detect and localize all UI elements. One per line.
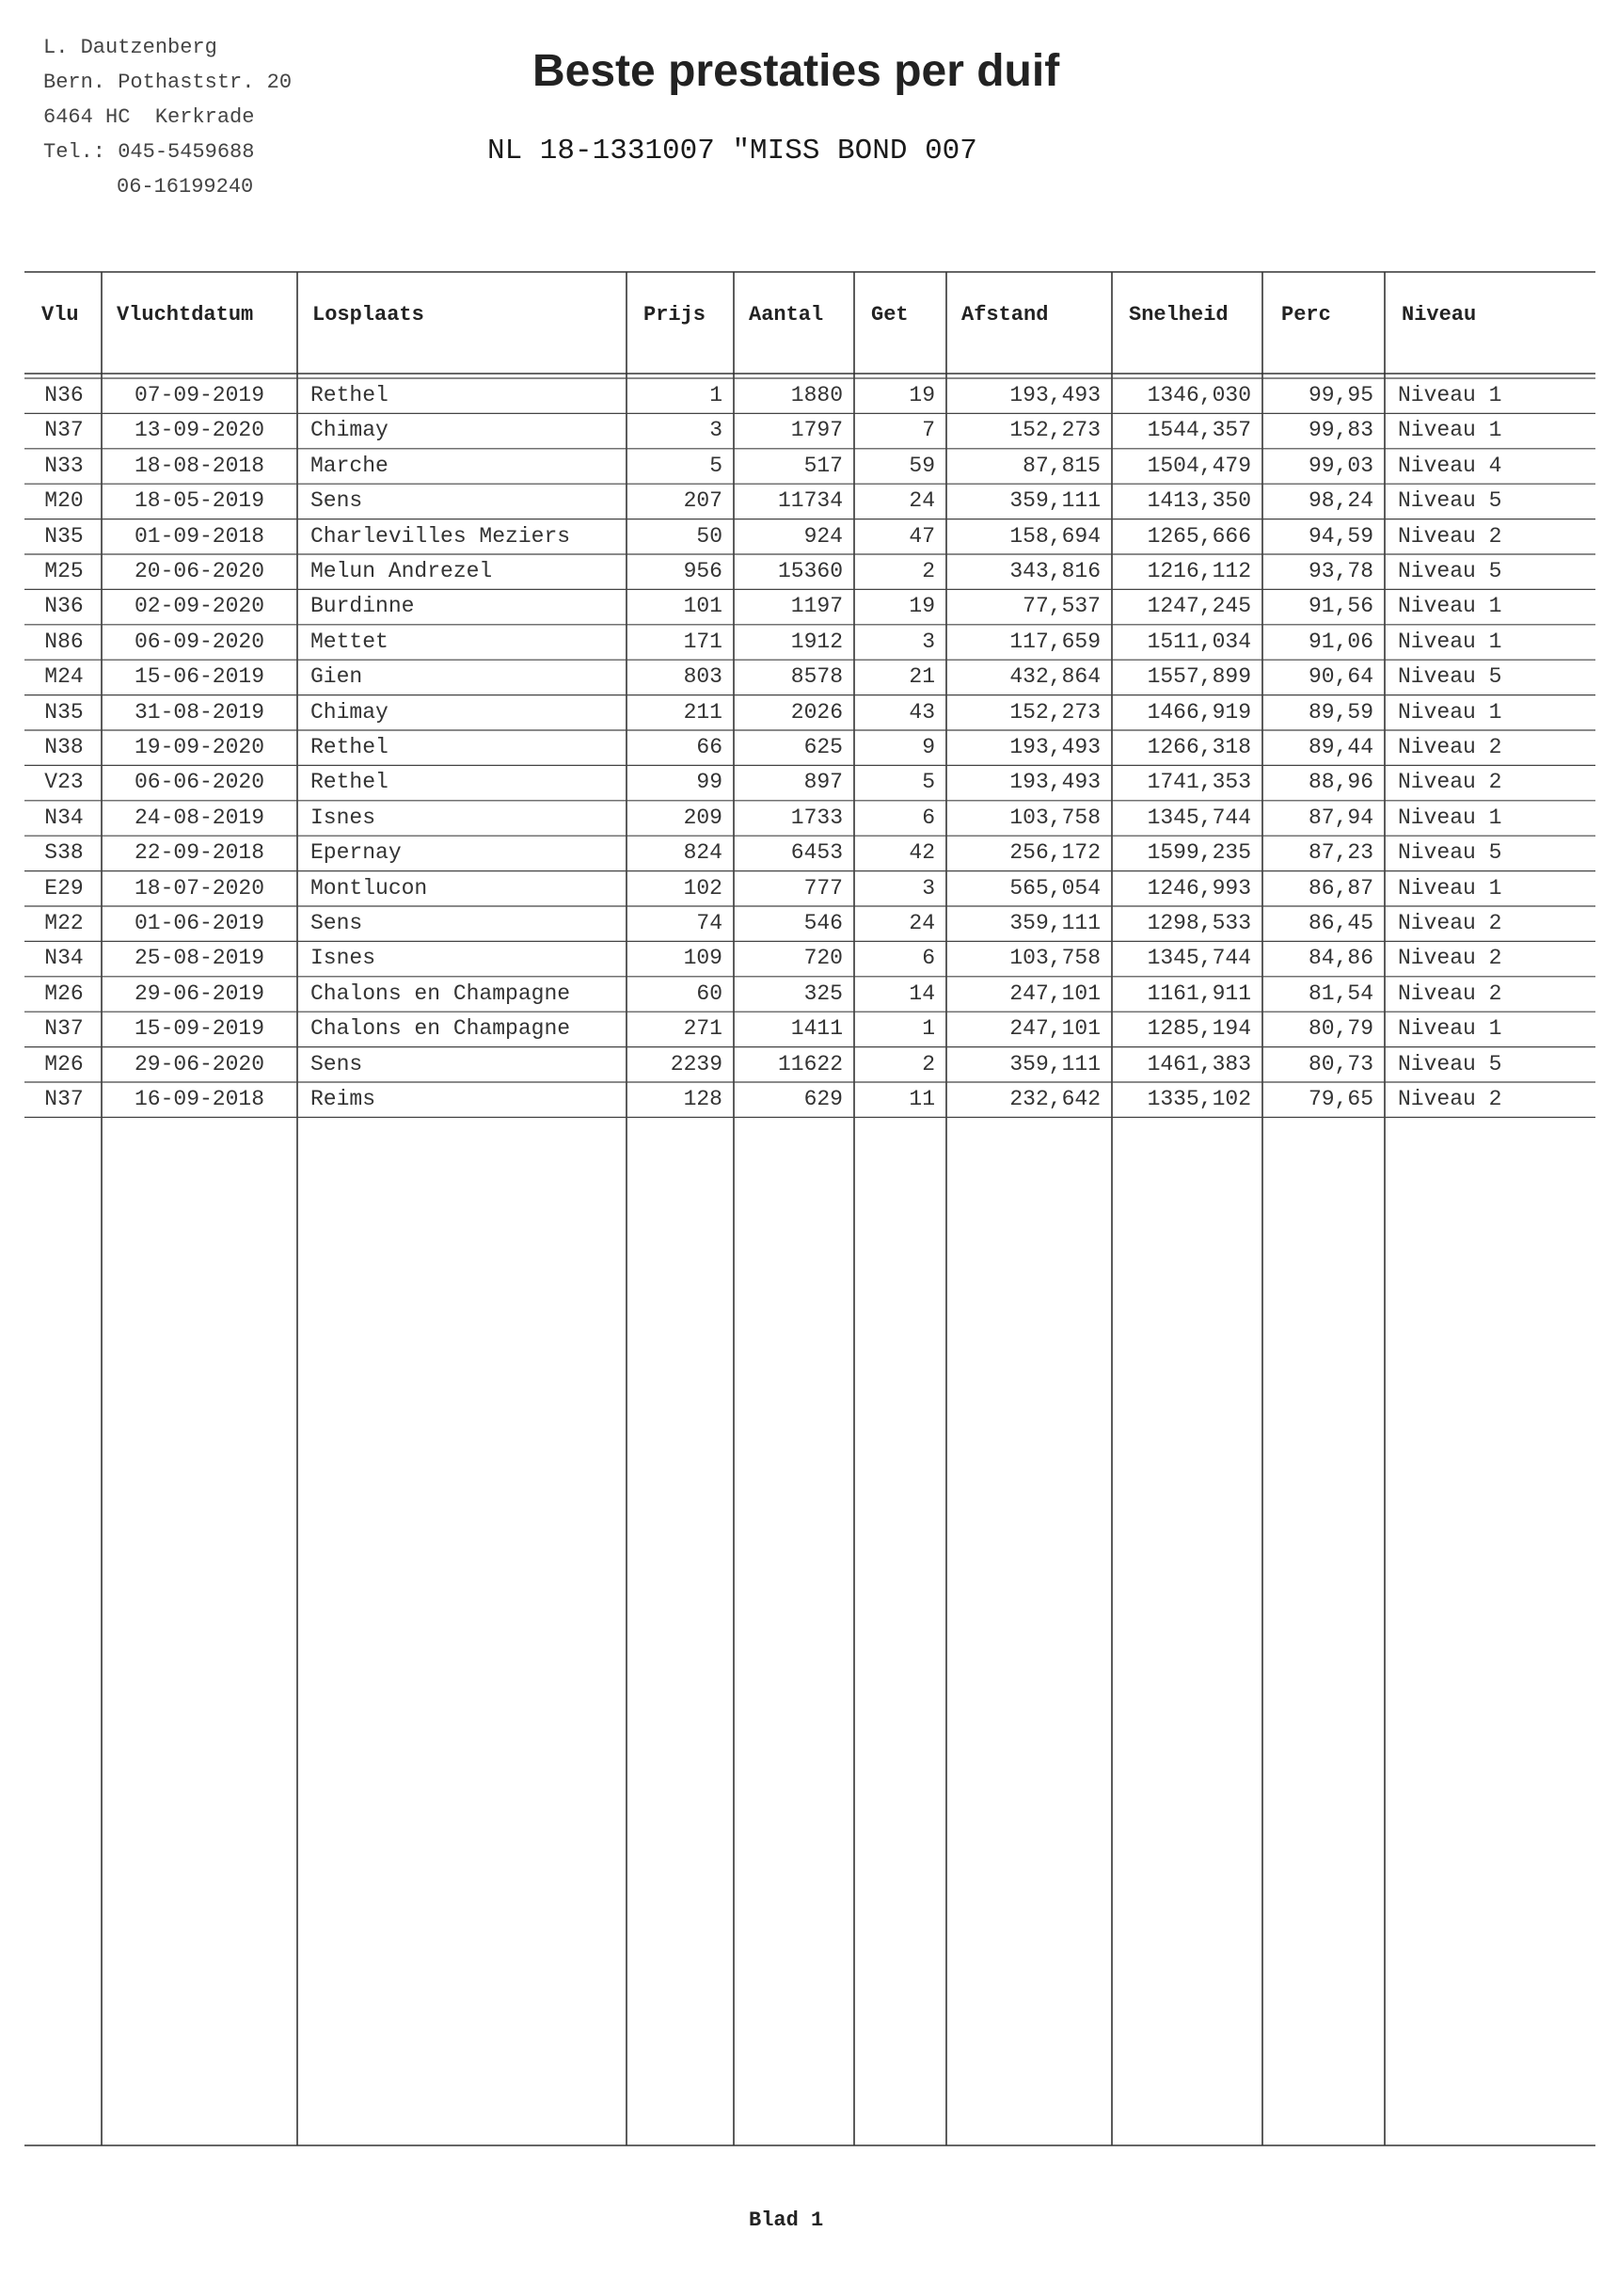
table-cell: 117,659 — [1009, 629, 1101, 654]
table-cell: Sens — [310, 911, 363, 935]
table-cell: Niveau 1 — [1398, 1016, 1502, 1042]
table-cell: 94,59 — [1308, 523, 1373, 549]
table-cell: 152,273 — [1009, 699, 1101, 725]
table-cell: 99 — [696, 770, 722, 795]
table-cell: Chalons en Champagne — [310, 1016, 571, 1042]
table-cell: 1 — [922, 1016, 935, 1042]
table-cell: 1335,102 — [1147, 1087, 1251, 1111]
table-cell: M22 — [44, 911, 84, 935]
table-cell: 546 — [803, 911, 843, 935]
table-cell: Niveau 5 — [1398, 559, 1502, 583]
table-cell: 87,94 — [1308, 805, 1373, 830]
table-cell: 1246,993 — [1147, 875, 1251, 901]
table-cell: 1557,899 — [1147, 664, 1251, 690]
table-cell: 1266,318 — [1147, 735, 1251, 759]
table-cell: 1216,112 — [1147, 559, 1251, 583]
address-street: Bern. Pothaststr. 20 — [43, 71, 293, 94]
table-cell: 1880 — [790, 383, 843, 407]
table-cell: 99,83 — [1308, 418, 1373, 443]
table-cell: 1511,034 — [1147, 629, 1251, 654]
table-cell: 325 — [803, 981, 843, 1006]
table-cell: Chalons en Champagne — [310, 981, 571, 1006]
table-cell: Gien — [310, 664, 363, 690]
table-cell: Niveau 2 — [1398, 981, 1502, 1006]
table-cell: N36 — [44, 383, 84, 407]
table-cell: 5 — [922, 770, 935, 795]
table-cell: 193,493 — [1009, 383, 1101, 407]
table-cell: Sens — [310, 1051, 363, 1076]
table-cell: 15360 — [777, 559, 843, 583]
table-cell: 1797 — [790, 418, 843, 443]
table-cell: 91,06 — [1308, 629, 1373, 654]
table-cell: 2 — [922, 559, 935, 583]
table-cell: 11622 — [777, 1051, 843, 1076]
table-cell: 1345,744 — [1147, 946, 1251, 971]
address-block — [43, 30, 292, 204]
table-cell: 256,172 — [1009, 840, 1101, 866]
table-cell: 3 — [709, 418, 722, 443]
table-cell: 5 — [709, 453, 722, 478]
table-cell: 13-09-2020 — [134, 418, 265, 443]
table-cell: 897 — [803, 770, 843, 795]
table-cell: N35 — [44, 523, 84, 549]
table-cell: S38 — [44, 840, 84, 866]
table-cell: 99,03 — [1308, 453, 1373, 478]
table-cell: M25 — [44, 559, 84, 583]
column-header: Snelheid — [1129, 303, 1229, 327]
table-cell: 1197 — [790, 594, 843, 619]
table-cell: Niveau 1 — [1398, 699, 1502, 725]
table-cell: 8578 — [790, 664, 843, 690]
table-cell: 3 — [922, 875, 935, 901]
table-cell: 1544,357 — [1147, 418, 1251, 443]
table-cell: 19 — [909, 383, 935, 407]
table-cell: M26 — [44, 1051, 84, 1076]
table-cell: 209 — [683, 805, 722, 830]
address-phone: Tel.: 045-5459688 — [43, 140, 255, 164]
table-cell: 102 — [683, 875, 722, 901]
table-cell: 720 — [803, 946, 843, 971]
table-cell: 87,23 — [1308, 840, 1373, 866]
table-cell: 60 — [696, 981, 722, 1006]
table-cell: 19-09-2020 — [134, 735, 265, 759]
table-cell: Niveau 2 — [1398, 523, 1502, 549]
table-cell: 625 — [803, 735, 843, 759]
table-cell: Rethel — [310, 383, 389, 407]
table-cell: 07-09-2019 — [134, 383, 265, 407]
table-cell: 14 — [909, 981, 935, 1006]
table-cell: N37 — [44, 1087, 84, 1111]
address-mobile: 06-16199240 — [117, 175, 254, 199]
table-cell: 24 — [909, 911, 935, 935]
table-cell: Niveau 2 — [1398, 735, 1502, 759]
table-cell: 90,64 — [1308, 664, 1373, 690]
address-city: 6464 HC Kerkrade — [43, 105, 255, 129]
table-cell: 1599,235 — [1147, 840, 1251, 866]
table-cell: Niveau 1 — [1398, 805, 1502, 830]
table-cell: 01-06-2019 — [134, 911, 265, 935]
table-cell: 343,816 — [1009, 559, 1101, 583]
table-cell: 1912 — [790, 629, 843, 654]
table-cell: 86,87 — [1308, 875, 1373, 901]
table-cell: 91,56 — [1308, 594, 1373, 619]
table-cell: Burdinne — [310, 594, 415, 619]
table-cell: 924 — [803, 523, 843, 549]
table-cell: 66 — [696, 735, 722, 759]
table-cell: Niveau 5 — [1398, 664, 1502, 690]
table-cell: Niveau 4 — [1398, 453, 1502, 478]
table-cell: 9 — [922, 735, 935, 759]
table-cell: 359,111 — [1009, 1051, 1101, 1076]
table-cell: Sens — [310, 488, 363, 514]
table-cell: 18-07-2020 — [134, 875, 265, 901]
table-cell: Niveau 5 — [1398, 1051, 1502, 1076]
table-cell: 98,24 — [1308, 488, 1373, 514]
table-cell: 777 — [803, 875, 843, 901]
table-cell: Epernay — [310, 840, 402, 866]
table-cell: 50 — [696, 523, 722, 549]
table-cell: 16-09-2018 — [134, 1087, 265, 1111]
table-cell: 02-09-2020 — [134, 594, 265, 619]
table-cell: 20-06-2020 — [134, 559, 265, 583]
table-cell: 6 — [922, 805, 935, 830]
table-cell: 171 — [683, 629, 722, 654]
page-number: Blad 1 — [749, 2208, 824, 2232]
table-cell: 158,694 — [1009, 523, 1101, 549]
table-cell: Niveau 1 — [1398, 875, 1502, 901]
table-cell: Marche — [310, 453, 389, 478]
table-cell: 29-06-2020 — [134, 1051, 265, 1076]
table-cell: Chimay — [310, 699, 389, 725]
table-cell: 101 — [683, 594, 722, 619]
table-cell: Mettet — [310, 629, 389, 654]
table-cell: Rethel — [310, 735, 389, 759]
table-cell: Niveau 1 — [1398, 594, 1502, 619]
table-cell: Niveau 2 — [1398, 911, 1502, 935]
table-cell: 19 — [909, 594, 935, 619]
table-cell: N36 — [44, 594, 84, 619]
table-cell: 1265,666 — [1147, 523, 1251, 549]
table-cell: 359,111 — [1009, 488, 1101, 514]
table-cell: 77,537 — [1023, 594, 1101, 619]
table-cell: 1461,383 — [1147, 1051, 1251, 1076]
table-cell: Charlevilles Meziers — [310, 523, 571, 549]
column-header: Vluchtdatum — [117, 303, 254, 327]
table-cell: 2 — [922, 1051, 935, 1076]
column-header: Get — [871, 303, 909, 327]
table-cell: 103,758 — [1009, 805, 1101, 830]
table-cell: N37 — [44, 418, 84, 443]
table-cell: 1 — [709, 383, 722, 407]
table-cell: N37 — [44, 1016, 84, 1042]
table-cell: Niveau 1 — [1398, 383, 1502, 407]
table-cell: Rethel — [310, 770, 389, 795]
table-cell: Niveau 2 — [1398, 946, 1502, 971]
table-cell: 7 — [922, 418, 935, 443]
table-cell: 1413,350 — [1147, 488, 1251, 514]
table-cell: 232,642 — [1009, 1087, 1101, 1111]
table-cell: Reims — [310, 1087, 376, 1111]
table-cell: 15-09-2019 — [134, 1016, 265, 1042]
table-cell: 21 — [909, 664, 935, 690]
column-header: Afstand — [961, 303, 1049, 327]
table-cell: 18-08-2018 — [134, 453, 265, 478]
table-cell: 29-06-2019 — [134, 981, 265, 1006]
column-header: Perc — [1281, 303, 1331, 327]
table-cell: 89,44 — [1308, 735, 1373, 759]
table-cell: N33 — [44, 453, 84, 478]
table-cell: 3 — [922, 629, 935, 654]
table-cell: 211 — [683, 699, 722, 725]
table-cell: 89,59 — [1308, 699, 1373, 725]
table-cell: 01-09-2018 — [134, 523, 265, 549]
table-cell: 11734 — [777, 488, 843, 514]
table-cell: 84,86 — [1308, 946, 1373, 971]
table-cell: 109 — [683, 946, 722, 971]
table-cell: 80,79 — [1308, 1016, 1373, 1042]
column-header: Losplaats — [312, 303, 424, 327]
table-cell: 80,73 — [1308, 1051, 1373, 1076]
table-cell: 359,111 — [1009, 911, 1101, 935]
table-cell: 2239 — [670, 1051, 722, 1076]
table-cell: Niveau 1 — [1398, 418, 1502, 443]
table-cell: 15-06-2019 — [134, 664, 265, 690]
table-cell: 06-06-2020 — [134, 770, 265, 795]
table-cell: 207 — [683, 488, 722, 514]
table-cell: E29 — [44, 875, 84, 901]
table-cell: 59 — [909, 453, 935, 478]
table-cell: Chimay — [310, 418, 389, 443]
table-cell: Niveau 5 — [1398, 840, 1502, 866]
table-cell: 42 — [909, 840, 935, 866]
table-cell: 11 — [909, 1087, 935, 1111]
table-cell: 956 — [683, 559, 722, 583]
table-cell: 1733 — [790, 805, 843, 830]
table-cell: Montlucon — [310, 875, 428, 901]
table-cell: 31-08-2019 — [134, 699, 265, 725]
table-cell: N34 — [44, 946, 84, 971]
table-cell: 629 — [803, 1087, 843, 1111]
table-cell: 824 — [683, 840, 722, 866]
table-cell: 88,96 — [1308, 770, 1373, 795]
table-cell: 103,758 — [1009, 946, 1101, 971]
table-cell: 1346,030 — [1147, 383, 1251, 407]
table-cell: 74 — [696, 911, 722, 935]
table-cell: 22-09-2018 — [134, 840, 265, 866]
table-cell: 193,493 — [1009, 770, 1101, 795]
table-cell: 25-08-2019 — [134, 946, 265, 971]
table-cell: 6 — [922, 946, 935, 971]
table-cell: 565,054 — [1009, 875, 1101, 901]
table-cell: 128 — [683, 1087, 722, 1111]
column-header: Aantal — [749, 303, 824, 327]
table-cell: 1247,245 — [1147, 594, 1251, 619]
table-cell: Isnes — [310, 946, 376, 971]
table-cell: M26 — [44, 981, 84, 1006]
table-cell: 6453 — [790, 840, 843, 866]
column-header: Prijs — [643, 303, 706, 327]
table-cell: 803 — [683, 664, 722, 690]
table-cell: 1741,353 — [1147, 770, 1251, 795]
table-cell: 99,95 — [1308, 383, 1373, 407]
table-cell: V23 — [44, 770, 84, 795]
table-cell: 1161,911 — [1147, 981, 1251, 1006]
table-cell: 1466,919 — [1147, 699, 1251, 725]
table-cell: M24 — [44, 664, 84, 690]
column-header: Niveau — [1402, 303, 1477, 327]
table-cell: Isnes — [310, 805, 376, 830]
table-cell: 271 — [683, 1016, 722, 1042]
pigeon-identifier: NL 18-1331007 "MISS BOND 007 — [487, 135, 977, 167]
table-cell: 47 — [909, 523, 935, 549]
table-cell: 247,101 — [1009, 1016, 1101, 1042]
table-cell: 93,78 — [1308, 559, 1373, 583]
table-cell: N34 — [44, 805, 84, 830]
table-cell: 24 — [909, 488, 935, 514]
table-cell: 81,54 — [1308, 981, 1373, 1006]
table-cell: 152,273 — [1009, 418, 1101, 443]
table-cell: N86 — [44, 629, 84, 654]
table-cell: 87,815 — [1023, 453, 1101, 478]
table-cell: 1411 — [790, 1016, 843, 1042]
table-cell: 2026 — [790, 699, 843, 725]
table-cell: Niveau 2 — [1398, 770, 1502, 795]
table-cell: N35 — [44, 699, 84, 725]
table-cell: Niveau 1 — [1398, 629, 1502, 654]
table-cell: M20 — [44, 488, 84, 514]
table-cell: N38 — [44, 735, 84, 759]
table-cell: 1345,744 — [1147, 805, 1251, 830]
table-cell: 247,101 — [1009, 981, 1101, 1006]
table-cell: 06-09-2020 — [134, 629, 265, 654]
address-name: L. Dautzenberg — [43, 36, 217, 59]
table-cell: 79,65 — [1308, 1087, 1373, 1111]
table-cell: 1285,194 — [1147, 1016, 1251, 1042]
table-cell: 24-08-2019 — [134, 805, 265, 830]
table-cell: 517 — [803, 453, 843, 478]
table-cell: 193,493 — [1009, 735, 1101, 759]
table-cell: Niveau 5 — [1398, 488, 1502, 514]
table-cell: 43 — [909, 699, 935, 725]
table-cell: 1298,533 — [1147, 911, 1251, 935]
table-cell: 432,864 — [1009, 664, 1101, 690]
table-cell: 86,45 — [1308, 911, 1373, 935]
table-cell: 18-05-2019 — [134, 488, 265, 514]
table-cell: Melun Andrezel — [310, 559, 493, 583]
column-header: Vlu — [41, 303, 79, 327]
page-title: Beste prestaties per duif — [532, 46, 1060, 96]
table-cell: Niveau 2 — [1398, 1087, 1502, 1111]
table-cell: 1504,479 — [1147, 453, 1251, 478]
